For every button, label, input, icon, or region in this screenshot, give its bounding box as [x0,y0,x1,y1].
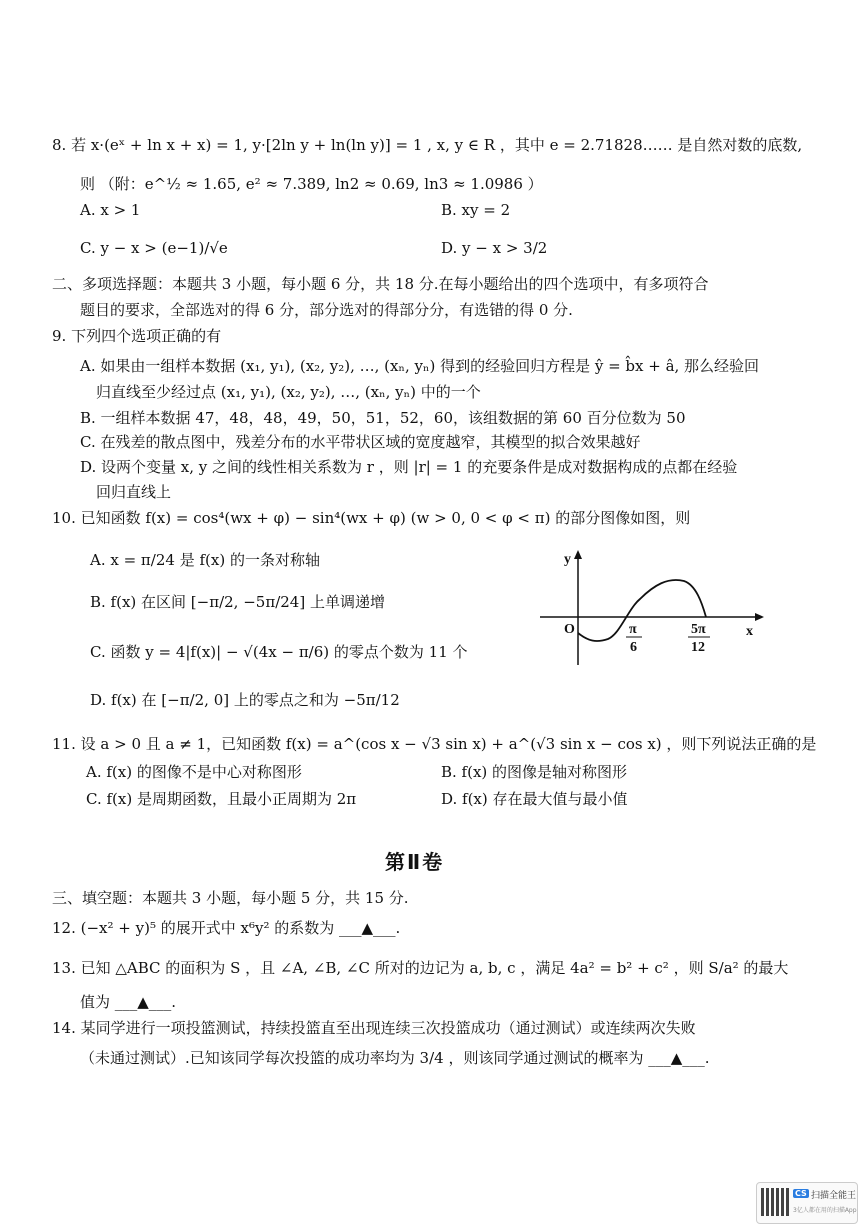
q9-option-d-line2: 回归直线上 [96,483,172,501]
q11-option-c: C. f(x) 是周期函数，且最小正周期为 2π [86,790,357,808]
q8-option-a: A. x > 1 [80,201,141,219]
q10-option-c: C. 函数 y = 4|f(x)| − √(4x − π/6) 的零点个数为 11 个 [90,643,468,661]
sine-curve [578,580,706,641]
qr-code-icon [761,1188,789,1216]
section2-line2: 题目的要求，全部选对的得 6 分，部分选对的得部分分，有选错的得 0 分. [80,301,573,319]
q12: 12. (−x² + y)⁵ 的展开式中 x⁶y² 的系数为 ___▲___. [52,919,401,937]
y-axis-arrow [574,550,582,559]
q8-option-b: B. xy = 2 [441,201,511,219]
part2-title: 第Ⅱ卷 [385,850,445,874]
q9-option-d-line1: D. 设两个变量 x, y 之间的线性相关系数为 r ，则 |r| = 1 的充要条件是成对数据构成的点都在经验 [80,458,738,476]
q11-stem: 11. 设 a > 0 且 a ≠ 1，已知函数 f(x) = a^(cos x − √3 sin x) + a^(√3 sin x − cos x) ，则下列说法正确的是 [52,735,817,753]
q10-option-d: D. f(x) 在 [−π/2, 0] 上的零点之和为 −5π/12 [90,691,400,709]
section2-line1: 二、多项选择题：本题共 3 小题，每小题 6 分，共 18 分.在每小题给出的四个选项中，有多项符合 [52,275,709,293]
q14-line1: 14. 某同学进行一项投篮测试，持续投篮直至出现连续三次投篮成功（通过测试）或连续两次失败 [52,1019,696,1037]
scanner-tagline: 3亿人都在用的扫描App [793,1207,857,1214]
cs-logo: CS [795,1189,807,1198]
q11-option-a: A. f(x) 的图像不是中心对称图形 [86,763,302,781]
q9-stem: 9. 下列四个选项正确的有 [52,327,222,345]
scanner-app-name: 扫描全能王 [811,1191,857,1201]
q14-line2: （未通过测试）.已知该同学每次投篮的成功率均为 3/4 ，则该同学通过测试的概率为 ___▲___. [80,1049,710,1067]
tick2-numerator: 5π [691,622,706,637]
tick1-numerator: π [629,622,637,637]
q8-stem: 8. 若 x·(eˣ + ln x + x) = 1, y·[2ln y + ln(ln y)] = 1 , x, y ∈ R ，其中 e = 2.71828…… 是自然对数的底数, [52,136,803,154]
q10-option-b: B. f(x) 在区间 [−π/2, −5π/24] 上单调递增 [90,593,385,611]
q10-option-a: A. x = π/24 是 f(x) 的一条对称轴 [90,551,320,569]
tick1-denominator: 6 [630,640,637,655]
scanner-watermark [756,1182,858,1224]
q8-option-c: C. y − x > (e−1)/√e [80,239,228,257]
q9-option-a-line1: A. 如果由一组样本数据 (x₁, y₁), (x₂, y₂), …, (xₙ, yₙ) 得到的经验回归方程是 ŷ = b̂x + â, 那么经验回 [80,357,760,375]
q9-option-c: C. 在残差的散点图中，残差分布的水平带状区域的宽度越窄，其模型的拟合效果越好 [80,433,641,451]
q9-option-a-line2: 归直线至少经过点 (x₁, y₁), (x₂, y₂), …, (xₙ, yₙ) 中的一个 [96,383,481,401]
x-axis-label: x [746,624,753,639]
q13-line2: 值为 ___▲___. [80,993,177,1011]
q13-line1: 13. 已知 △ABC 的面积为 S ，且 ∠A, ∠B, ∠C 所对的边记为 a, b, c ，满足 4a² = b² + c² ，则 S/a² 的最大 [52,959,789,977]
q9-option-b: B. 一组样本数据 47，48，48，49，50，51，52，60，该组数据的第 60 百分位数为 50 [80,409,686,427]
section3-header: 三、填空题：本题共 3 小题，每小题 5 分，共 15 分. [52,889,409,907]
x-axis-arrow [755,613,764,621]
origin-label: O [564,622,575,637]
tick2-denominator: 12 [691,640,705,655]
q8-hint: 则 （附：e^½ ≈ 1.65, e² ≈ 7.389, ln2 ≈ 0.69, ln3 ≈ 1.0986 ） [80,175,543,193]
q8-option-d: D. y − x > 3/2 [441,239,548,257]
q11-option-b: B. f(x) 的图像是轴对称图形 [441,763,628,781]
q11-option-d: D. f(x) 存在最大值与最小值 [441,790,628,808]
y-axis-label: y [564,552,571,567]
q10-stem: 10. 已知函数 f(x) = cos⁴(wx + φ) − sin⁴(wx + φ) (w > 0, 0 < φ < π) 的部分图像如图，则 [52,509,691,527]
function-graph [536,547,766,667]
